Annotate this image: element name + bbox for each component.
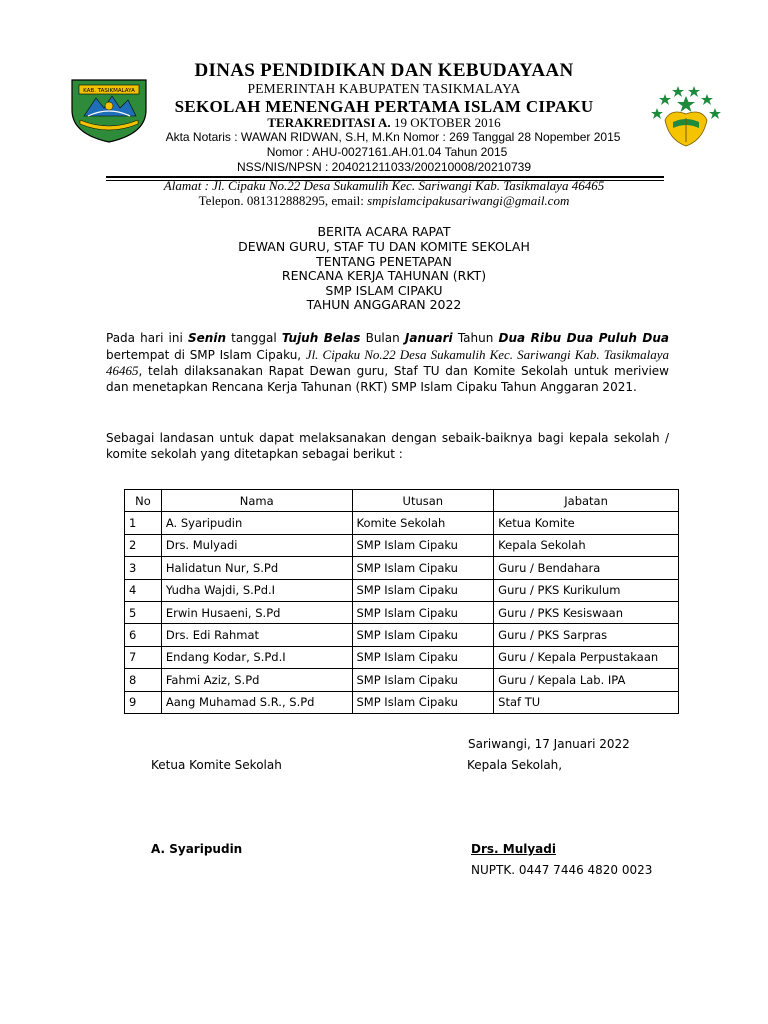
contact-line — [0, 193, 768, 209]
title-line-3: TENTANG PENETAPAN — [316, 254, 452, 269]
title-line-5: SMP ISLAM CIPAKU — [325, 283, 443, 298]
table-row: 5 Erwin Husaeni, S.Pd SMP Islam Cipaku Guru / PKS Kesiswaan — [125, 601, 679, 623]
principal-name: Drs. Mulyadi — [471, 842, 556, 856]
meeting-year: Dua Ribu Dua Puluh Dua — [498, 331, 669, 345]
logo-text: KAB. TASIKMALAYA — [83, 88, 135, 94]
meeting-date: Tujuh Belas — [281, 331, 361, 345]
header-nama: Nama — [161, 490, 352, 512]
header-jabatan: Jabatan — [494, 490, 679, 512]
header-utusan: Utusan — [352, 490, 494, 512]
principal-role: Kepala Sekolah, — [467, 758, 563, 772]
table-row: 6 Drs. Edi Rahmat SMP Islam Cipaku Guru / PKS Sarpras — [125, 624, 679, 646]
government-name: PEMERINTAH KABUPATEN TASIKMALAYA — [247, 81, 521, 96]
title-line-4: RENCANA KERJA TAHUNAN (RKT) — [281, 268, 487, 283]
table-row: 9 Aang Muhamad S.R., S.Pd SMP Islam Cipaku Staf TU — [125, 691, 679, 713]
table-row: 1 A. Syaripudin Komite Sekolah Ketua Komite — [125, 512, 679, 534]
title-line-2: DEWAN GURU, STAF TU DAN KOMITE SEKOLAH — [238, 239, 530, 254]
principal-nuptk: NUPTK. 0447 7446 4820 0023 — [471, 863, 653, 877]
title-line-6: TAHUN ANGGARAN 2022 — [306, 297, 462, 312]
email: smpislamcipakusariwangi@gmail.com — [367, 193, 570, 208]
accreditation-date: 19 OKTOBER 2016 — [390, 115, 501, 130]
table-row: 8 Fahmi Aziz, S.Pd SMP Islam Cipaku Guru / Kepala Lab. IPA — [125, 669, 679, 691]
meeting-month: Januari — [404, 331, 453, 345]
nss-line: NSS/NIS/NPSN : 204021211033/200210008/20210739 — [236, 160, 531, 174]
participants-table — [124, 489, 679, 714]
accreditation — [0, 115, 768, 131]
committee-chair-name: A. Syaripudin — [151, 842, 243, 856]
title-line-1: BERITA ACARA RAPAT — [317, 224, 451, 239]
school-address: Alamat : Jl. Cipaku No.22 Desa Sukamulih Kec. Sariwangi Kab. Tasikmalaya 46465 — [163, 178, 605, 193]
meeting-day: Senin — [188, 331, 226, 345]
committee-chair-role: Ketua Komite Sekolah — [151, 758, 282, 772]
table-header-row — [125, 490, 679, 512]
notary-line: Akta Notaris : WAWAN RIDWAN, S.H, M.Kn Nomor : 269 Tanggal 28 Nopember 2015 — [165, 130, 621, 144]
accreditation-label: TERAKREDITASI A. — [267, 115, 391, 130]
agency-name: DINAS PENDIDIKAN DAN KEBUDAYAAN — [194, 60, 574, 81]
registration-number: Nomor : AHU-0027161.AH.01.04 Tahun 2015 — [266, 145, 508, 159]
school-name: SEKOLAH MENENGAH PERTAMA ISLAM CIPAKU — [174, 97, 594, 116]
meeting-address: Jl. Cipaku No.22 Desa Sukamulih Kec. Sariwangi Kab. Tasikmalaya 46465 — [106, 346, 669, 378]
table-row: 4 Yudha Wajdi, S.Pd.I SMP Islam Cipaku Guru / PKS Kurikulum — [125, 579, 679, 601]
table-row: 7 Endang Kodar, S.Pd.I SMP Islam Cipaku Guru / Kepala Perpustakaan — [125, 646, 679, 668]
basis-paragraph: Sebagai landasan untuk dapat melaksanakan dengan sebaik-baiknya bagi kepala sekolah / komite sekolah yang ditetapkan sebagai berikut : — [106, 431, 669, 461]
table-row: 3 Halidatun Nur, S.Pd SMP Islam Cipaku Guru / Bendahara — [125, 557, 679, 579]
phone: Telepon. 081312888295, email: — [198, 193, 368, 208]
header-no: No — [125, 490, 162, 512]
opening-paragraph: Pada hari ini Senin tanggal Tujuh Belas Bulan Januari Tahun Dua Ribu Dua Puluh Dua bertempat di SMP Islam Cipaku, Jl. Cipaku No.22 Desa Sukamulih Kec. Sariwangi Kab. Tasikmalaya 46465, telah dilaksanakan Rapat Dewan guru, Staf TU dan Komite Sekolah untuk meriview dan menetapkan Rencana Kerja Tahunan (RKT) SMP Islam Cipaku Tahun Anggaran 2021. — [106, 331, 669, 394]
table-row: 2 Drs. Mulyadi SMP Islam Cipaku Kepala Sekolah — [125, 534, 679, 556]
place-date: Sariwangi, 17 Januari 2022 — [468, 737, 630, 751]
